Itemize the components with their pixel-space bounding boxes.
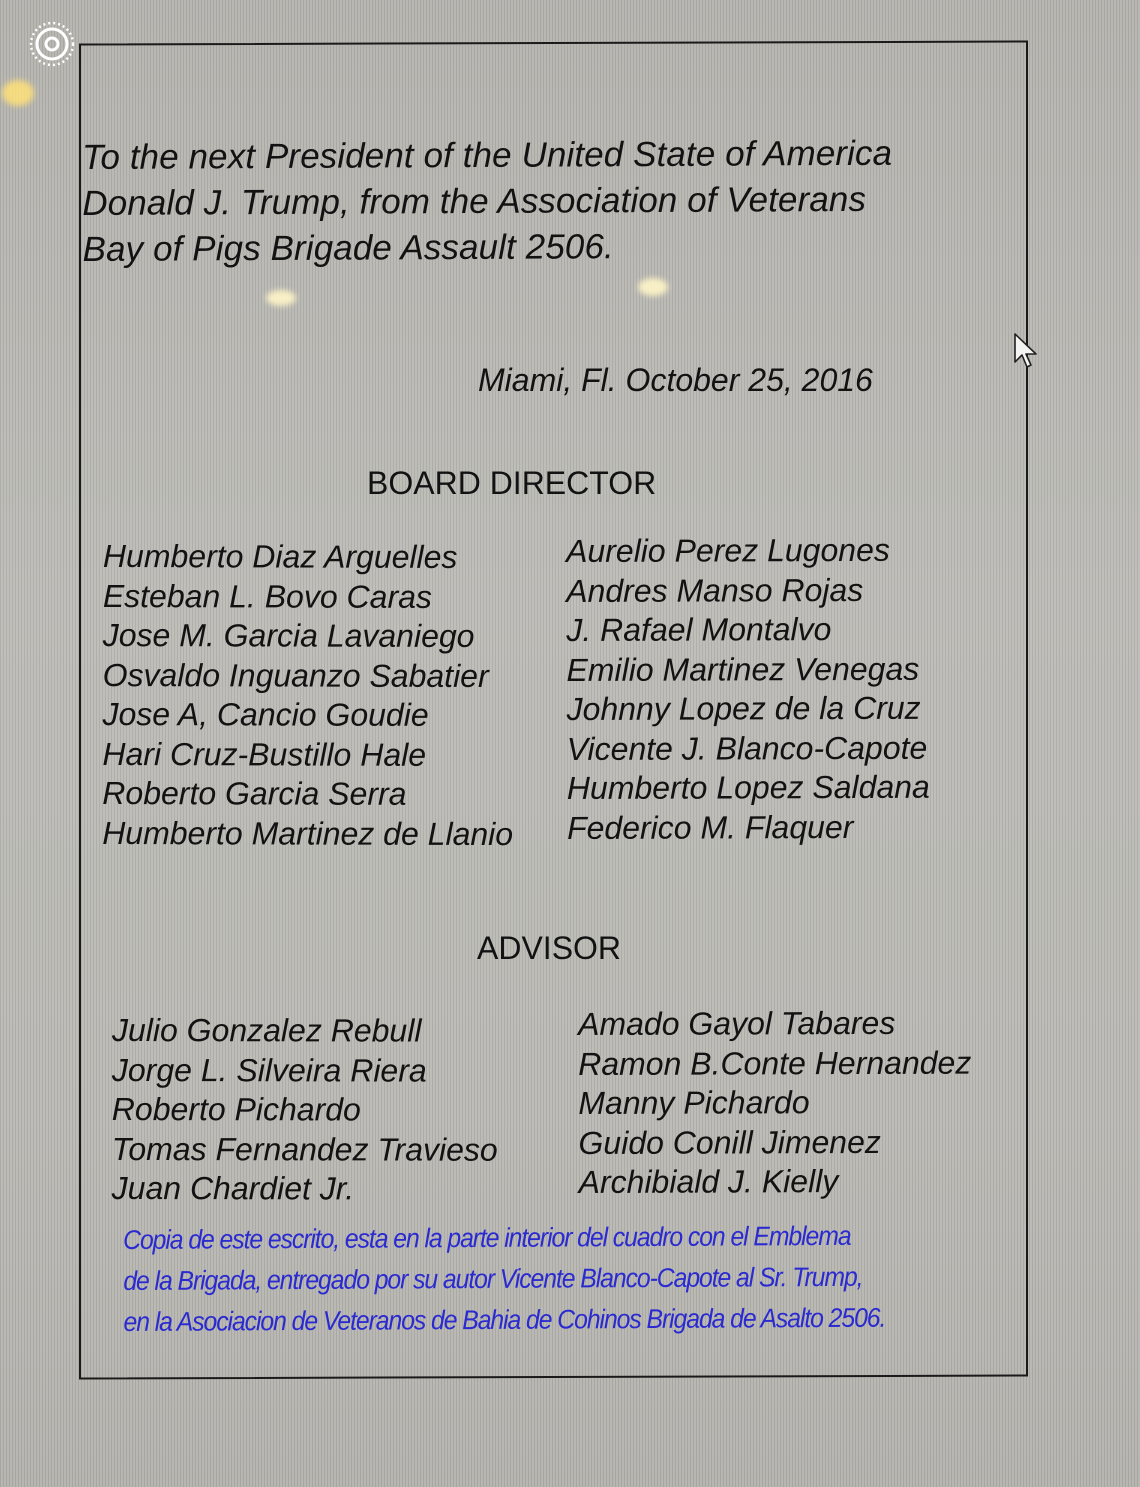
board-member: Osvaldo Inguanzo Sabatier (102, 656, 489, 694)
advisor-member: Roberto Pichardo (111, 1090, 361, 1128)
advisor-right-column (578, 1004, 972, 1203)
advisor-member: Julio Gonzalez Rebull (111, 1012, 422, 1049)
cursor-icon (1013, 332, 1041, 372)
advisor-member: Jorge L. Silveira Riera (111, 1051, 427, 1089)
board-member: Humberto Diaz Arguelles (102, 538, 458, 575)
board-member: Johnny Lopez de la Cruz (566, 689, 921, 727)
board-member: Emilio Martinez Venegas (566, 650, 920, 688)
light-glare (2, 80, 34, 106)
board-member: Humberto Lopez Saldana (566, 768, 930, 806)
board-left-column (102, 537, 514, 854)
board-member: Esteban L. Bovo Caras (102, 577, 432, 615)
board-member: Hari Cruz-Bustillo Hale (102, 735, 427, 773)
board-right-column (566, 531, 930, 848)
board-member: Aurelio Perez Lugones (566, 531, 890, 569)
advisor-member: Ramon B.Conte Hernandez (578, 1044, 972, 1082)
board-member: Andres Manso Rojas (566, 571, 864, 609)
board-member: Federico M. Flaquer (566, 808, 854, 846)
note-line: Copia de este escrito, esta en la parte interior del cuadro con el Emblema (123, 1220, 851, 1255)
target-icon[interactable] (28, 20, 76, 68)
advisor-member: Juan Chardiet Jr. (111, 1169, 355, 1207)
board-member: Vicente J. Blanco-Capote (566, 729, 928, 767)
board-member: Humberto Martinez de Llanio (102, 814, 514, 852)
advisor-left-column (112, 1011, 498, 1209)
heading-line: Bay of Pigs Brigade Assault 2506. (82, 227, 614, 269)
letter-heading (82, 131, 893, 273)
board-member: Jose A, Cancio Goudie (102, 695, 429, 733)
board-member: J. Rafael Montalvo (566, 611, 832, 648)
heading-line: Donald J. Trump, from the Association of Veterans (82, 179, 867, 223)
advisor-title: ADVISOR (477, 930, 622, 966)
spanish-note (123, 1216, 885, 1343)
place-date: Miami, Fl. October 25, 2016 (478, 362, 873, 398)
board-director-title: BOARD DIRECTOR (367, 465, 657, 501)
note-line: de la Brigada, entregado por su autor Vicente Blanco-Capote al Sr. Trump, (123, 1261, 863, 1296)
board-member: Roberto Garcia Serra (102, 774, 407, 812)
note-line: en la Asociacion de Veteranos de Bahia de Cohinos Brigada de Asalto 2506. (123, 1302, 886, 1337)
advisor-member: Manny Pichardo (578, 1084, 810, 1121)
advisor-member: Tomas Fernandez Travieso (111, 1130, 498, 1168)
advisor-member: Guido Conill Jimenez (578, 1123, 881, 1161)
heading-line: To the next President of the United State of America (82, 133, 893, 177)
advisor-member: Archibiald J. Kielly (578, 1163, 839, 1200)
advisor-member: Amado Gayol Tabares (578, 1004, 896, 1042)
board-member: Jose M. Garcia Lavaniego (102, 616, 475, 654)
